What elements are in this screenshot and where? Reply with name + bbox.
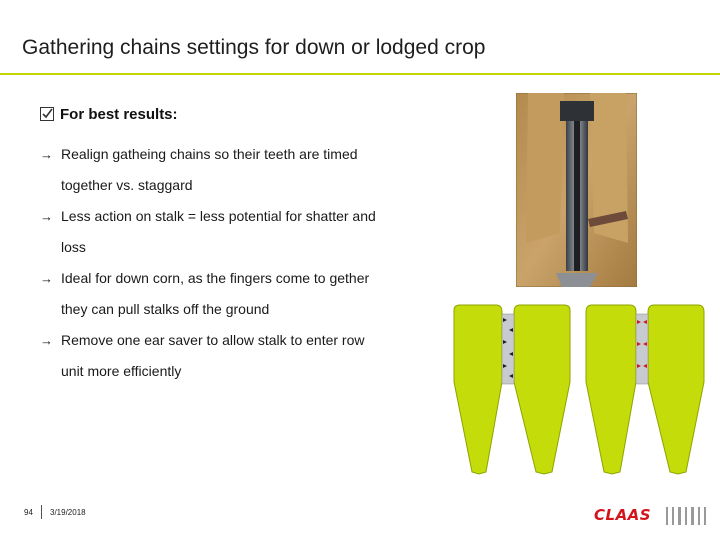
bullet-list — [40, 139, 440, 387]
arrow-right-icon: → — [40, 147, 53, 162]
snout-diagram — [440, 300, 720, 500]
bullet-line: they can pull stalks off the ground — [61, 301, 270, 317]
snout-right-pair — [586, 305, 704, 474]
bullet-line: unit more efficiently — [61, 363, 182, 379]
page-number: 94 — [24, 508, 33, 517]
checkbox-checked-icon — [40, 107, 54, 121]
row-unit-photo — [516, 93, 637, 287]
arrow-right-icon: → — [40, 271, 53, 286]
logo-bars-icon — [664, 505, 710, 527]
bullet-line: Ideal for down corn, as the fingers come to gether — [61, 270, 370, 286]
bullet-line: Less action on stalk = less potential for shatter and — [61, 208, 376, 224]
bullet-line: loss — [61, 239, 86, 255]
bullet-item — [40, 139, 440, 201]
bullet-item — [40, 201, 440, 263]
slide-title: Gathering chains settings for down or lodged crop — [22, 36, 486, 59]
bullet-line: Remove one ear saver to allow stalk to enter row — [61, 332, 365, 348]
heading-text: For best results: — [60, 106, 178, 123]
bullet-item — [40, 263, 440, 325]
bullet-line: together vs. staggard — [61, 177, 193, 193]
bullet-item — [40, 325, 440, 387]
title-divider — [0, 73, 720, 75]
section-heading — [40, 106, 178, 123]
logo-wordmark: CLAAS — [594, 506, 652, 524]
bullet-line: Realign gatheing chains so their teeth are timed — [61, 146, 358, 162]
arrow-right-icon: → — [40, 333, 53, 348]
arrow-right-icon: → — [40, 209, 53, 224]
snout-left-pair — [454, 305, 570, 474]
footer-date: 3/19/2018 — [50, 508, 86, 517]
footer-divider — [41, 505, 42, 519]
claas-logo — [594, 505, 714, 529]
